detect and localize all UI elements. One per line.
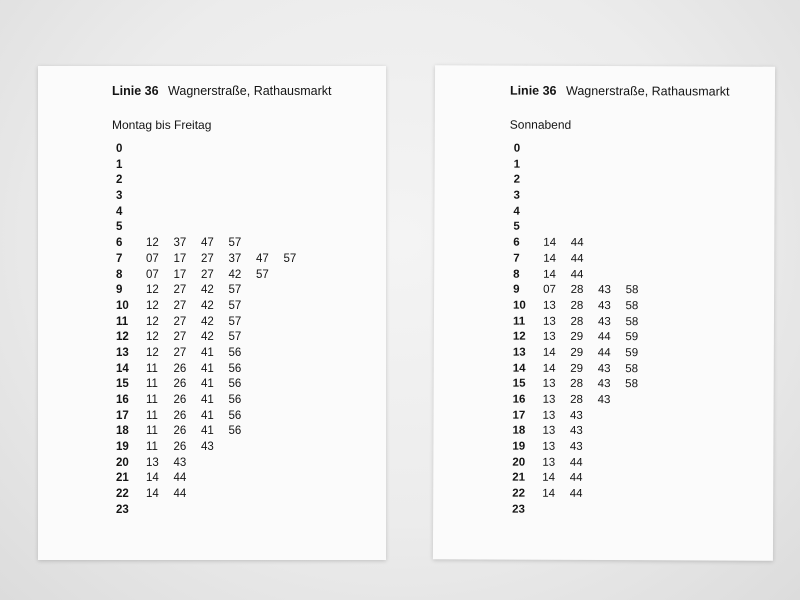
minute-list <box>542 487 597 503</box>
departure-minute: 26 <box>173 378 187 391</box>
departure-minute: 42 <box>228 268 242 281</box>
hour-label: 3 <box>513 189 520 202</box>
departure-minute: 44 <box>569 472 583 485</box>
minute-list <box>543 283 653 299</box>
departure-minute: 27 <box>201 268 214 281</box>
departure-minute: 11 <box>146 425 158 438</box>
departure-minute: 26 <box>173 425 187 438</box>
minute-list <box>543 267 598 283</box>
departure-minute: 13 <box>542 330 556 344</box>
departure-minute: 56 <box>228 346 242 359</box>
departure-minute: 57 <box>228 299 242 312</box>
hour-label: 23 <box>512 503 525 516</box>
departure-minute: 13 <box>542 440 556 453</box>
minute-list <box>146 487 201 503</box>
departure-minute: 27 <box>173 331 187 344</box>
departure-minute: 44 <box>597 331 611 344</box>
hour-label: 12 <box>116 331 129 344</box>
departure-minute: 44 <box>570 268 584 281</box>
departure-minute: 43 <box>570 409 583 422</box>
departure-minute: 44 <box>597 346 611 359</box>
departure-minute: 44 <box>173 488 187 501</box>
hour-label: 4 <box>116 205 123 218</box>
minute-list <box>146 330 256 346</box>
line-number: Linie 36 <box>112 84 159 98</box>
departure-minute: 27 <box>173 299 187 312</box>
hour-label: 1 <box>513 158 521 171</box>
departure-minute: 07 <box>543 283 556 296</box>
hour-label: 10 <box>116 299 129 312</box>
departure-minute: 28 <box>570 393 583 406</box>
departure-minute: 41 <box>201 409 214 422</box>
departure-minute: 43 <box>597 315 611 328</box>
departure-minute: 43 <box>597 378 611 391</box>
hour-label: 8 <box>513 268 520 281</box>
hour-label: 14 <box>116 362 129 375</box>
hour-label: 5 <box>116 221 123 234</box>
hour-label: 9 <box>513 283 520 296</box>
minute-list <box>146 377 256 393</box>
departure-minute: 13 <box>542 409 556 422</box>
hour-label: 15 <box>512 377 526 390</box>
departure-minute: 14 <box>543 252 557 265</box>
departure-minute: 13 <box>543 299 556 312</box>
hour-label: 2 <box>116 174 123 187</box>
hour-label: 0 <box>513 142 521 155</box>
minute-list <box>146 315 256 331</box>
departure-minute: 29 <box>570 331 584 344</box>
departure-minute: 44 <box>569 456 583 469</box>
hour-label: 13 <box>512 346 526 359</box>
departure-minute: 27 <box>173 315 187 328</box>
minute-list <box>543 361 653 377</box>
departure-minute: 47 <box>201 237 214 250</box>
hour-label: 9 <box>116 284 123 297</box>
stop-names: Wagnerstraße, Rathausmarkt <box>168 84 332 98</box>
service-day: Montag bis Freitag <box>112 118 212 132</box>
hour-label: 15 <box>116 378 129 391</box>
hour-label: 17 <box>512 409 526 422</box>
departure-minute: 42 <box>201 315 214 328</box>
departure-minute: 41 <box>201 394 214 406</box>
sheet-title <box>510 84 730 99</box>
minute-list <box>146 236 256 252</box>
hour-label: 7 <box>116 252 123 265</box>
stop-names: Wagnerstraße, Rathausmarkt <box>565 83 730 99</box>
departure-minute: 44 <box>173 472 187 485</box>
hour-label: 17 <box>116 409 129 422</box>
departure-minute: 14 <box>543 268 556 281</box>
minute-list <box>543 299 653 315</box>
departure-minute: 28 <box>570 284 584 297</box>
departure-minute: 13 <box>542 378 556 391</box>
minute-list <box>146 456 201 472</box>
hour-label: 2 <box>513 173 521 187</box>
hour-label: 16 <box>116 394 129 406</box>
hour-label: 21 <box>116 472 129 485</box>
departure-minute: 58 <box>625 299 639 313</box>
minute-list <box>542 471 597 487</box>
departure-minute: 58 <box>625 362 639 375</box>
departure-minute: 26 <box>173 409 187 422</box>
departure-minute: 43 <box>597 393 611 407</box>
departure-minute: 57 <box>228 331 242 344</box>
departure-minute: 57 <box>283 252 297 265</box>
departure-minute: 12 <box>146 346 159 359</box>
departure-minute: 12 <box>146 315 159 328</box>
sheet-title <box>112 84 332 98</box>
minute-list <box>146 440 229 456</box>
departure-minute: 58 <box>625 284 639 297</box>
departure-minute: 26 <box>173 394 187 406</box>
departure-minute: 43 <box>569 440 583 453</box>
departure-minute: 56 <box>228 394 242 406</box>
departure-minute: 41 <box>201 378 214 391</box>
departure-minute: 14 <box>542 472 556 485</box>
departure-minute: 11 <box>146 394 158 406</box>
minute-list <box>543 236 598 252</box>
minute-list <box>543 314 653 330</box>
departure-minute: 44 <box>570 252 584 265</box>
minute-list <box>542 440 597 456</box>
departure-minute: 13 <box>542 425 556 438</box>
departure-minute: 27 <box>173 346 187 359</box>
hour-label: 23 <box>116 503 129 516</box>
hour-label: 20 <box>512 456 526 469</box>
departure-minute: 07 <box>146 268 159 281</box>
hour-label: 5 <box>513 221 520 234</box>
hour-label: 13 <box>116 346 129 359</box>
departure-minute: 17 <box>173 268 187 281</box>
service-day: Sonnabend <box>509 117 572 132</box>
minute-list <box>146 362 256 378</box>
hour-label: 20 <box>116 456 129 469</box>
hour-label: 14 <box>512 362 526 375</box>
departure-minute: 12 <box>146 284 159 297</box>
departure-minute: 56 <box>228 362 242 375</box>
departure-minute: 57 <box>256 268 269 281</box>
departure-minute: 29 <box>570 362 584 375</box>
departure-minute: 11 <box>146 378 158 391</box>
hour-label: 8 <box>116 268 123 281</box>
departure-minute: 43 <box>598 284 611 297</box>
minute-list <box>146 252 311 268</box>
departure-minute: 56 <box>228 425 242 438</box>
departure-minute: 14 <box>542 346 556 359</box>
minute-list <box>542 424 597 440</box>
departure-minute: 13 <box>542 315 556 328</box>
departure-minute: 11 <box>146 362 158 375</box>
departure-minute: 27 <box>173 284 187 297</box>
departure-minute: 43 <box>569 425 583 438</box>
hour-label: 18 <box>116 425 129 438</box>
departure-minute: 13 <box>542 456 556 469</box>
hour-label: 19 <box>116 441 129 454</box>
departure-minute: 58 <box>625 378 639 391</box>
departure-minute: 43 <box>201 441 214 454</box>
minute-list <box>146 424 256 440</box>
hour-label: 22 <box>512 487 526 500</box>
departure-minute: 14 <box>542 487 556 500</box>
departure-minute: 58 <box>625 315 639 328</box>
departure-minute: 44 <box>570 236 584 250</box>
departure-minute: 59 <box>625 347 639 360</box>
departure-minute: 28 <box>570 315 584 328</box>
departure-minute: 27 <box>201 252 214 265</box>
departure-minute: 12 <box>146 299 159 312</box>
line-number: Linie 36 <box>509 83 557 98</box>
hour-label: 11 <box>512 315 526 328</box>
minute-list <box>543 393 626 409</box>
departure-minute: 28 <box>570 299 584 312</box>
hour-label: 16 <box>512 393 526 406</box>
departure-minute: 26 <box>173 441 187 454</box>
hour-label: 1 <box>116 158 123 171</box>
minute-list <box>146 268 284 284</box>
minute-list <box>542 455 597 471</box>
departure-minute: 12 <box>146 237 159 250</box>
hour-label: 11 <box>116 315 129 328</box>
hour-label: 12 <box>512 330 526 343</box>
departure-minute: 59 <box>625 331 639 344</box>
departure-minute: 28 <box>570 378 584 391</box>
departure-minute: 43 <box>597 362 611 375</box>
hour-label: 10 <box>513 299 526 312</box>
minute-list <box>146 471 201 487</box>
departure-minute: 11 <box>146 441 158 454</box>
hour-label: 21 <box>512 472 526 485</box>
departure-minute: 13 <box>542 393 556 406</box>
hour-label: 7 <box>513 252 520 265</box>
departure-minute: 56 <box>228 409 242 422</box>
departure-minute: 13 <box>146 456 159 469</box>
departure-minute: 41 <box>201 362 214 375</box>
minute-list <box>543 346 653 362</box>
departure-minute: 42 <box>201 299 214 312</box>
minute-list <box>543 408 598 424</box>
departure-minute: 43 <box>598 299 611 312</box>
departure-minute: 17 <box>173 252 187 265</box>
minute-list <box>146 393 256 409</box>
hour-label: 18 <box>512 424 526 438</box>
departure-minute: 57 <box>228 315 242 328</box>
timetable-sheet-weekday <box>38 66 386 560</box>
departure-minute: 37 <box>228 252 242 265</box>
minute-list <box>543 377 653 393</box>
departure-minute: 47 <box>256 252 269 265</box>
departure-minute: 41 <box>201 425 214 438</box>
departure-minute: 12 <box>146 331 159 344</box>
departure-minute: 57 <box>228 284 242 297</box>
departure-minute: 42 <box>201 331 214 344</box>
hour-label: 0 <box>116 143 123 155</box>
minute-list <box>146 409 256 425</box>
minute-list <box>146 283 256 299</box>
departure-minute: 14 <box>543 236 557 249</box>
departure-minute: 26 <box>173 362 187 375</box>
departure-minute: 56 <box>228 378 242 391</box>
hour-label: 22 <box>116 488 129 501</box>
departure-minute: 37 <box>173 237 187 250</box>
departure-minute: 29 <box>570 346 584 359</box>
minute-list <box>146 346 256 362</box>
departure-minute: 42 <box>201 284 214 297</box>
departure-minute: 14 <box>542 362 556 375</box>
departure-rows <box>508 142 639 518</box>
minute-list <box>543 330 653 346</box>
hour-label: 6 <box>116 237 123 250</box>
hour-label: 6 <box>513 236 520 249</box>
timetable-sheet-saturday <box>433 65 775 560</box>
departure-minute: 44 <box>569 487 583 501</box>
departure-minute: 41 <box>201 346 214 359</box>
minute-list <box>543 252 598 268</box>
hour-label: 3 <box>116 190 123 203</box>
minute-list <box>146 299 256 315</box>
departure-minute: 57 <box>228 237 242 250</box>
hour-label: 4 <box>513 205 520 218</box>
hour-label: 19 <box>512 440 526 453</box>
departure-minute: 14 <box>146 488 159 501</box>
departure-minute: 43 <box>173 456 187 469</box>
departure-minute: 11 <box>146 409 158 422</box>
departure-minute: 07 <box>146 252 159 265</box>
departure-minute: 14 <box>146 472 159 485</box>
